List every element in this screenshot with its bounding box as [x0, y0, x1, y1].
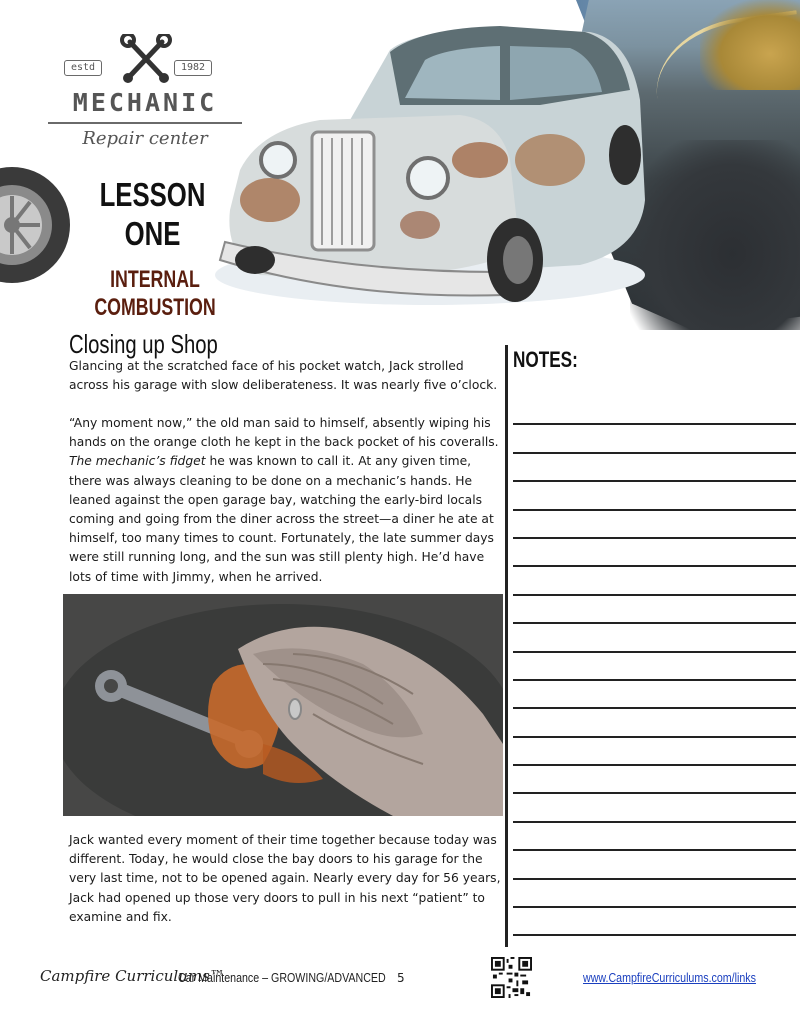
lesson-label: LESSON [99, 176, 206, 213]
qr-code-icon[interactable] [491, 957, 532, 998]
hillside-art [700, 0, 800, 90]
crossed-wrench-icon [120, 34, 172, 84]
story-paragraph-3: Jack wanted every moment of their time together because today was different. Today, he would close the bay doors to his garage for the very last time, not to be opened again. Nearly every day for 56 years, Jack had opened up those very doors to pull in his next “patient” to examine and fix. [69, 833, 501, 924]
note-line[interactable] [513, 794, 796, 822]
logo-subtitle: Repair center [82, 128, 208, 149]
photo-illustration [63, 594, 503, 816]
note-line[interactable] [513, 567, 796, 595]
note-line[interactable] [513, 454, 796, 482]
lesson-number: ONE [124, 215, 181, 252]
logo-divider [48, 122, 242, 124]
story-paragraph-1: Glancing at the scratched face of his pocket watch, Jack strolled across his garage with slow deliberateness. It was nearly five o’clock. [69, 359, 498, 393]
footer-course-title: Car Maintenance – GROWING/ADVANCED [178, 970, 386, 985]
note-line[interactable] [513, 624, 796, 652]
hands-with-wrench-photo [63, 594, 503, 816]
note-line[interactable] [513, 709, 796, 737]
paragraph-text: he was known to call it. At any given time, there was always cleaning to be done on a mechanic’s hands. He leaned against the open garage bay, watching the early-bird locals coming and going from the diner across the street—a diner he ate at himself, too many times to count. Fortunately, the late summer days were still running long, and the sun was still plenty high. He’d have lots of time with Jimmy, when he arrived. [69, 454, 494, 584]
note-line[interactable] [513, 539, 796, 567]
note-line[interactable] [513, 738, 796, 766]
column-divider [505, 345, 508, 947]
notes-writing-lines [513, 397, 796, 936]
note-line[interactable] [513, 908, 796, 936]
note-line[interactable] [513, 823, 796, 851]
year-tag: 1982 [174, 60, 212, 76]
note-line[interactable] [513, 880, 796, 908]
page-number: 5 [397, 971, 405, 985]
note-line[interactable] [513, 766, 796, 794]
vintage-car-illustration [200, 10, 660, 310]
notes-heading: NOTES: [513, 347, 578, 372]
note-line[interactable] [513, 425, 796, 453]
story-paragraph-2 [69, 414, 501, 587]
note-line[interactable] [513, 681, 796, 709]
note-line[interactable] [513, 511, 796, 539]
lesson-topic: INTERNAL COMBUSTION [94, 266, 216, 321]
tire-illustration [0, 140, 70, 310]
story-title: Closing up Shop [69, 329, 218, 359]
paragraph-text: “Any moment now,” the old man said to himself, absently wiping his hands on the orange cloth he kept in the back pocket of his coveralls. [69, 416, 499, 450]
mechanic-logo [40, 28, 250, 158]
estd-tag: estd [64, 60, 102, 76]
note-line[interactable] [513, 397, 796, 425]
footer-brand: Campfire Curriculums™ [40, 967, 225, 985]
note-line[interactable] [513, 482, 796, 510]
italic-phrase: The mechanic’s fidget [69, 454, 206, 469]
note-line[interactable] [513, 596, 796, 624]
note-line[interactable] [513, 653, 796, 681]
logo-title: MECHANIC [72, 88, 218, 117]
note-line[interactable] [513, 851, 796, 879]
website-link[interactable]: www.CampfireCurriculums.com/links [583, 970, 756, 985]
